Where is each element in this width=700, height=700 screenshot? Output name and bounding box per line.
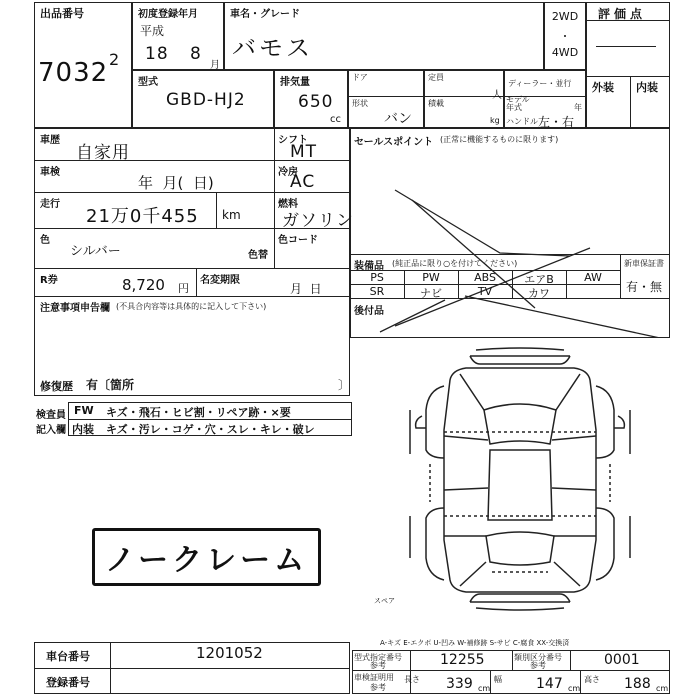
equip-note: (純正品に限り○を付けてください)	[392, 259, 518, 268]
equip-ps[interactable]: PS	[370, 271, 384, 284]
lot-number: 7032	[38, 58, 109, 88]
type-cert-label: 型式指定番号	[354, 653, 402, 662]
ac-label: 冷房	[278, 167, 298, 178]
recycle-value: 8,720	[122, 276, 165, 294]
int-label: 内装	[636, 81, 658, 94]
color-code-label: 色コード	[278, 235, 318, 246]
lot-label: 出品番号	[40, 7, 84, 20]
capacity-label: 定員	[428, 73, 444, 82]
type-cert-sub: 参考	[370, 661, 386, 670]
displacement-label: 排気量	[280, 77, 310, 88]
cert-split-v2	[512, 650, 513, 670]
reg-month: 8	[190, 44, 202, 64]
eval-divider-2	[586, 76, 670, 77]
name-change-label: 名変期限	[200, 275, 240, 286]
sales-points-note: (正常に機能するものに限ります)	[440, 135, 559, 144]
notes-label: 注意事項申告欄	[40, 303, 110, 314]
width-value: 147	[536, 676, 563, 692]
reg-label: 登録番号	[46, 676, 90, 689]
length-value: 339	[446, 676, 473, 692]
cert-split-v1	[410, 650, 411, 694]
dealer-label: ディーラー・並行	[508, 79, 572, 88]
type-cert-value: 12255	[440, 652, 485, 668]
length-unit: cm	[478, 684, 491, 693]
shift-label: シフト	[278, 135, 308, 146]
inspection-label: 車検	[40, 167, 60, 178]
drive-4wd[interactable]: 4WD	[551, 46, 579, 59]
model-name: バモス	[232, 34, 313, 62]
handle-value: 左・右	[538, 115, 575, 129]
eval-label: 評価点	[598, 7, 647, 21]
class-sub: 参考	[530, 661, 546, 670]
fuel-label: 燃料	[278, 199, 298, 210]
inspector-row1: キズ・飛石・ヒビ割・リペア跡・×要	[106, 406, 291, 419]
usage-value: 自家用	[76, 143, 130, 163]
chassis-value: 1201052	[196, 644, 263, 662]
repair-close: 〕	[338, 378, 351, 392]
width-label: 幅	[494, 675, 502, 684]
equip-label: 装備品	[354, 261, 384, 272]
equip-abs[interactable]: ABS	[474, 271, 496, 284]
type-label: 型式	[138, 77, 158, 88]
history-line-2	[34, 192, 350, 193]
displacement-value: 650	[298, 92, 334, 112]
height-label: 高さ	[584, 675, 600, 684]
equip-aw[interactable]: AW	[584, 271, 602, 284]
dims-split-1	[490, 670, 491, 694]
inspection-value: 年 月( 日)	[138, 174, 214, 192]
type-value: GBD-HJ2	[166, 90, 246, 110]
dims-label: 車検証明用	[354, 673, 394, 682]
equip-leather[interactable]: カワ	[528, 287, 550, 300]
length-label: 長さ	[404, 675, 420, 684]
dims-split-2	[580, 670, 581, 694]
notes-sub: (不具合内容等は具体的に記入して下さい)	[116, 302, 267, 311]
dims-sub: 参考	[370, 683, 386, 692]
color-label: 色	[40, 235, 50, 246]
warranty-label: 新車保証書	[624, 259, 664, 268]
recycle-label: R券	[40, 275, 58, 286]
drive-dot: ・	[559, 30, 571, 43]
recycle-split	[196, 268, 197, 296]
inspector-row1-head: FW	[74, 404, 94, 417]
shift-value: MT	[290, 142, 318, 162]
warranty-value: 有・無	[626, 280, 663, 294]
spare-label: スペア	[374, 597, 395, 605]
repair-value: 有〔箇所	[86, 378, 135, 392]
class-value: 0001	[604, 652, 640, 668]
equip-sr[interactable]: SR	[369, 285, 385, 298]
no-claim-stamp: ノークレーム	[92, 528, 321, 586]
first-reg-label: 初度登録年月	[138, 9, 198, 20]
inspector-row2-head: 内装	[72, 423, 94, 436]
history-line-1	[34, 160, 350, 161]
color-value: シルバー	[70, 244, 121, 259]
load-unit: kg	[490, 116, 500, 125]
cert-split-h	[352, 670, 670, 671]
fuel-value: ガソリン	[282, 211, 354, 231]
reg-year: 18	[145, 44, 169, 64]
history-box	[34, 128, 350, 396]
usage-label: 車歴	[40, 135, 60, 146]
mileage-label: 走行	[40, 199, 60, 210]
era: 平成	[140, 24, 165, 38]
name-change-value: 月 日	[290, 282, 322, 296]
model-label: 車名・グレード	[230, 9, 300, 20]
height-unit: cm	[656, 684, 669, 693]
history-line-4	[34, 268, 350, 269]
shape-value: バン	[384, 111, 412, 127]
cert-split-v3	[570, 650, 571, 670]
inspector-row2: キズ・汚レ・コゲ・穴・スレ・キレ・破レ	[106, 423, 315, 436]
warranty-split	[620, 254, 621, 298]
history-line-3	[34, 228, 350, 229]
equip-pw[interactable]: PW	[422, 271, 440, 284]
equip-airbag[interactable]: エアB	[524, 273, 554, 286]
door-label: ドア	[352, 73, 368, 82]
damage-legend: A-キズ E-エクボ U-凹み W-補修跡 S-サビ C-腐食 XX-交換済	[380, 639, 570, 647]
recycle-unit: 円	[178, 282, 189, 295]
equip-tv[interactable]: TV	[477, 285, 493, 298]
drive-2wd[interactable]: 2WD	[551, 10, 579, 23]
width-unit: cm	[568, 684, 581, 693]
model-year-label: モデル年式	[506, 95, 530, 112]
mileage-unit-split	[216, 192, 217, 228]
lot-suffix: 2	[109, 50, 120, 69]
eval-split	[630, 76, 631, 128]
history-vsplit	[274, 128, 275, 268]
ac-value: AC	[290, 172, 316, 192]
displacement-unit: cc	[330, 114, 341, 125]
shape-label: 形状	[352, 99, 368, 108]
chassis-split-h	[34, 668, 350, 669]
inspector-label-1: 検査員	[36, 410, 66, 421]
equip-top-line	[350, 254, 670, 255]
handle-label: ハンドル	[506, 117, 538, 126]
load-label: 積載	[428, 99, 444, 108]
model-year-unit: 年	[574, 103, 582, 112]
vehicle-damage-diagram	[400, 340, 660, 620]
eval-dash	[596, 46, 656, 47]
aftermarket-label: 後付品	[354, 306, 384, 317]
ext-label: 外装	[592, 81, 614, 94]
reg-month-unit: 月	[210, 60, 220, 71]
capacity-unit: 人	[492, 90, 502, 101]
class-label: 類別区分番号	[514, 653, 562, 662]
inspector-label-2: 記入欄	[36, 425, 66, 436]
height-value: 188	[624, 676, 651, 692]
history-line-5	[34, 296, 350, 297]
sales-points-label: セールスポイント	[354, 137, 434, 148]
mileage-value: 21万0千455	[86, 206, 199, 227]
mileage-unit: km	[222, 208, 241, 222]
equip-navi[interactable]: ナビ	[420, 287, 442, 300]
repair-label: 修復歴	[40, 380, 73, 393]
eval-divider	[586, 20, 670, 21]
aftermarket-cross-out	[350, 298, 670, 338]
color-change-label: 色替	[248, 250, 268, 261]
chassis-split-v	[110, 642, 111, 694]
chassis-label: 車台番号	[46, 650, 90, 663]
